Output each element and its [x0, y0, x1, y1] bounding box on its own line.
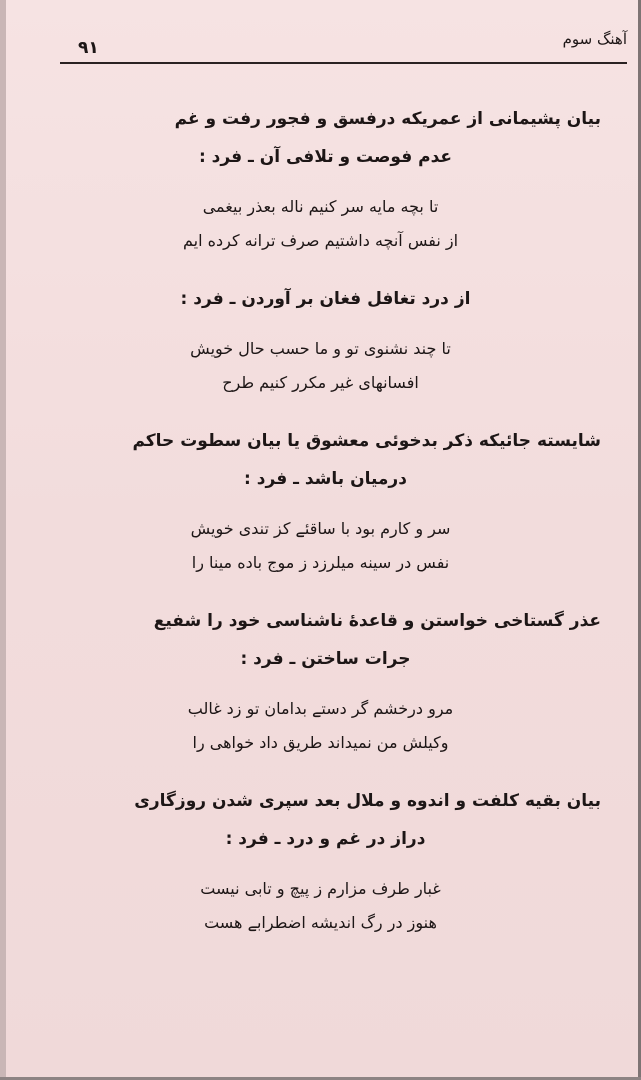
page-number: ۹۱	[78, 38, 99, 58]
section-heading: از درد تغافل فغان بر آوردن ـ فرد :	[180, 289, 471, 309]
section-4	[50, 602, 601, 760]
section-2	[50, 280, 601, 400]
section-heading-continued: دراز در غم و درد ـ فرد :	[225, 829, 426, 849]
header-rule	[60, 62, 627, 64]
verse-line: غبار طرف مزارم ز پیچ و تابی نیست	[200, 879, 441, 898]
verse-line: از نفس آنچه داشتیم صرف ترانه کرده ایم	[182, 231, 459, 250]
section-heading: شایسته جائیکه ذکر بدخوئی معشوق یا بیان سطوت حاکم	[132, 431, 601, 451]
section-heading: عذر گستاخی خواستن و قاعدهٔ ناشناسی خود را شفیع	[153, 611, 601, 631]
verse-line: مرو درخشم گر دستے بدامان تو زد غالب	[187, 699, 454, 718]
verse-line: سر و کارم بود با ساقئے کز تندی خویش	[190, 519, 451, 538]
page-body	[50, 100, 601, 940]
verse-line: افسانهای غیر مکرر کنیم طرح	[222, 373, 419, 392]
section-heading-continued: عدم فوصت و تلافی آن ـ فرد :	[198, 147, 453, 167]
verse-line: نفس در سینه میلرزد ز موج باده مینا را	[191, 553, 450, 572]
page-left-edge	[0, 0, 6, 1080]
verse-line: هنوز در رگ اندیشه اضطرابے هست	[204, 913, 437, 932]
section-heading: بیان بقیه کلفت و اندوه و ملال بعد سپری شدن روزگاری	[134, 791, 601, 811]
verse-line: تا بچه مایه سر کنیم ناله بعذر بیغمی	[202, 197, 439, 216]
section-heading-continued: درمیان باشد ـ فرد :	[244, 469, 407, 489]
section-heading: بیان پشیمانی از عمریکه درفسق و فجور رفت و غم	[174, 109, 601, 129]
verse-line: وکیلش من نمیداند طریق داد خواهی را	[192, 733, 449, 752]
section-heading-continued: جرات ساختن ـ فرد :	[240, 649, 411, 669]
page-header	[60, 26, 627, 64]
running-head: آهنگ سوم	[562, 30, 627, 48]
section-3	[50, 422, 601, 580]
section-1	[50, 100, 601, 258]
section-5	[50, 782, 601, 940]
verse-line: تا چند نشنوی تو و ما حسب حال خویش	[190, 339, 451, 358]
